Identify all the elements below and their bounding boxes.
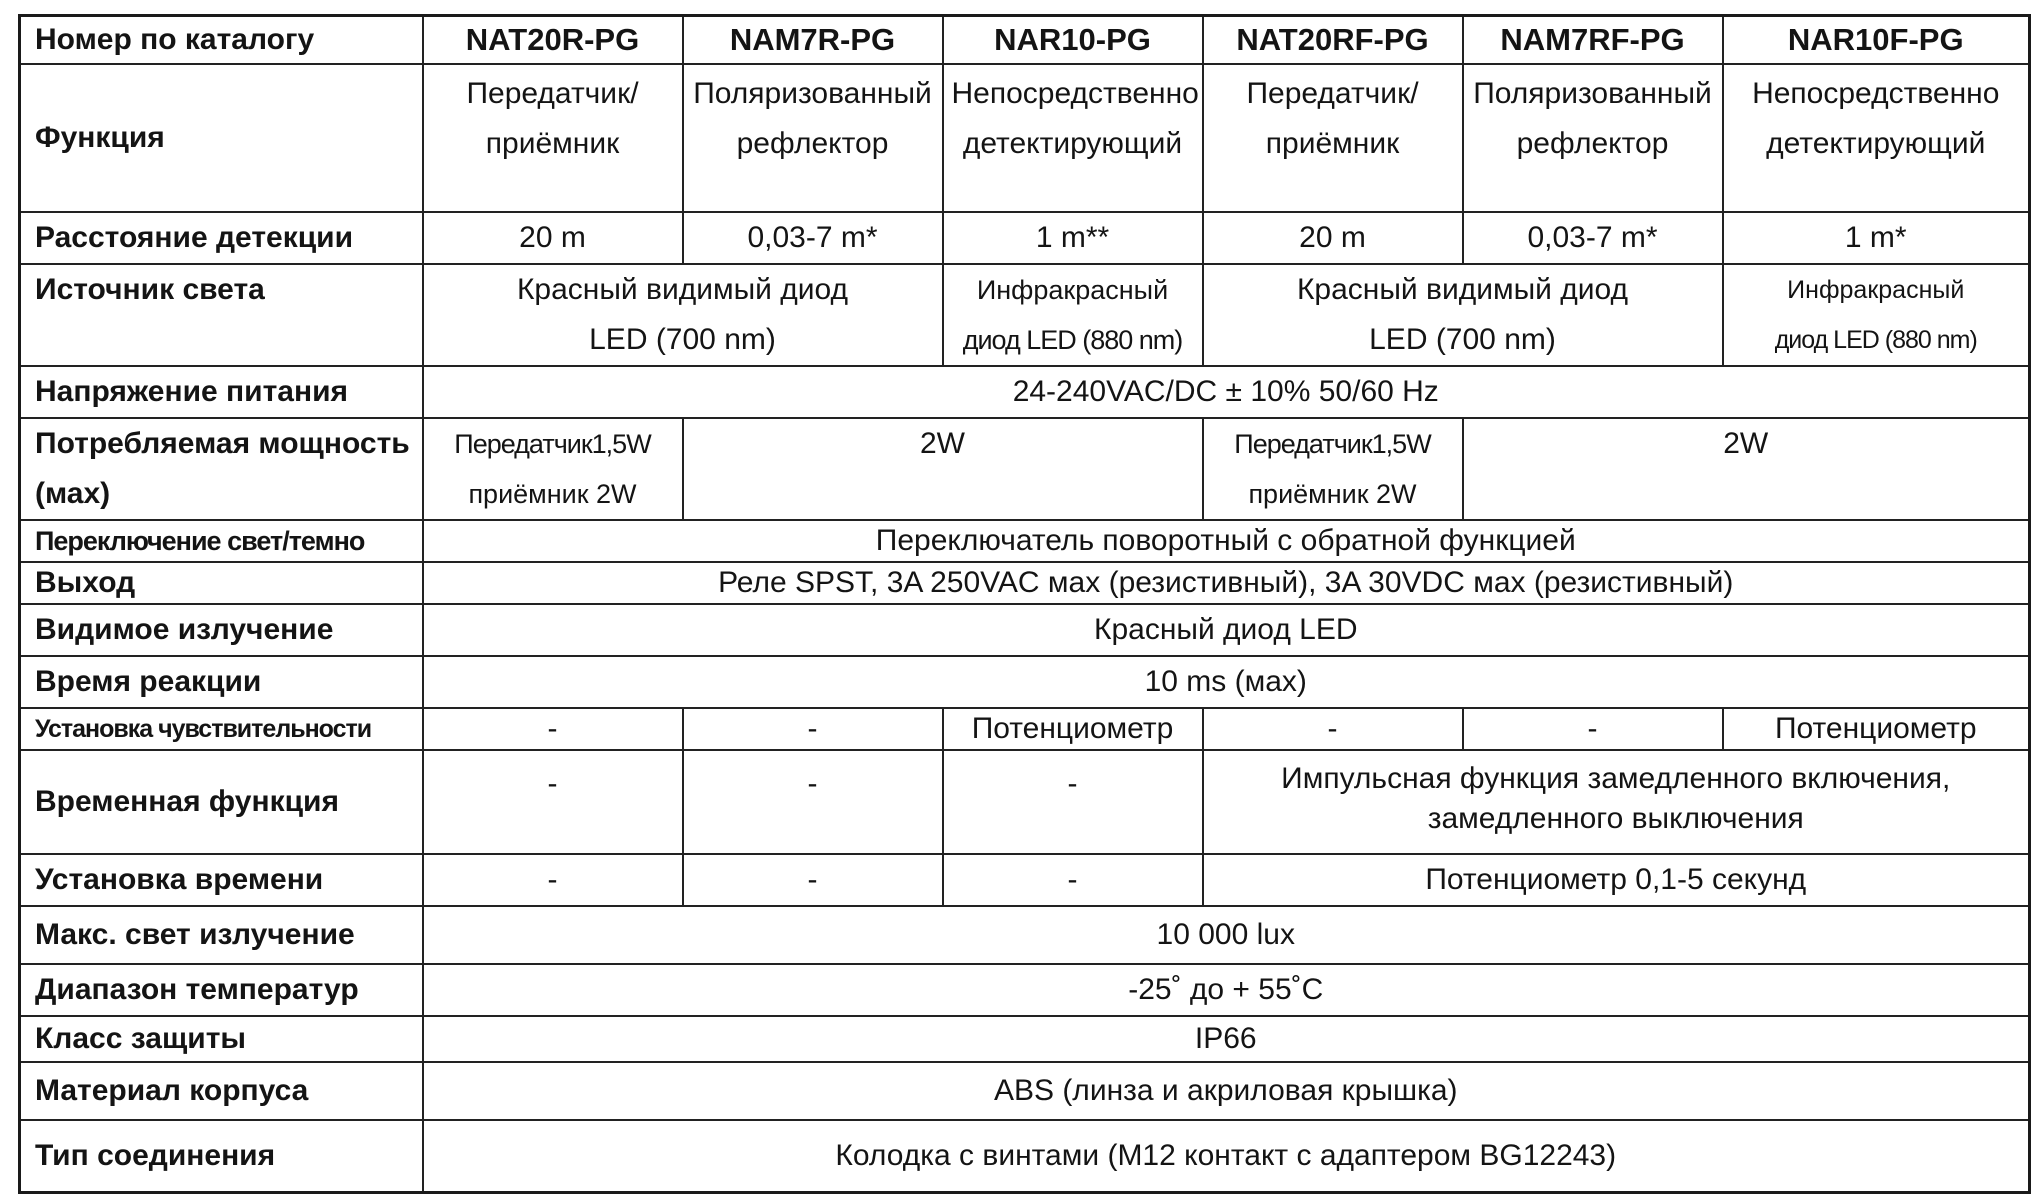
- light-source-cell: [943, 264, 1203, 366]
- sensitivity-cell: -: [683, 708, 943, 750]
- power-cell: 2W: [683, 418, 1203, 520]
- indicator-row: [20, 604, 2030, 656]
- temperature-cell: -25˚ до + 55˚C: [423, 964, 2030, 1016]
- light-source-row: [20, 264, 2030, 366]
- function-cell: [683, 64, 943, 212]
- distance-cell: 20 m: [423, 212, 683, 264]
- distance-cell: 1 m**: [943, 212, 1203, 264]
- model-header: NAM7R-PG: [683, 16, 943, 65]
- connection-cell: Колодка с винтами (M12 контакт с адаптером BG12243): [423, 1120, 2030, 1193]
- sensitivity-cell: -: [423, 708, 683, 750]
- time-setting-cell: -: [423, 854, 683, 906]
- model-header: NAM7RF-PG: [1463, 16, 1723, 65]
- housing-cell: ABS (линза и акриловая крышка): [423, 1062, 2030, 1120]
- distance-cell: 1 m*: [1723, 212, 2030, 264]
- row-label: Тип соединения: [20, 1120, 423, 1193]
- cell-line: диод LED (880 nm): [1774, 326, 1977, 354]
- function-row: [20, 64, 2030, 212]
- voltage-cell: 24-240VAC/DC ± 10% 50/60 Hz: [423, 366, 2030, 418]
- cell-line: рефлектор: [736, 127, 889, 160]
- spec-sheet: [18, 14, 2028, 1179]
- protection-row: [20, 1016, 2030, 1062]
- row-label: Источник света: [20, 264, 423, 366]
- row-label: [20, 418, 423, 520]
- cell-line: Инфракрасный: [1787, 276, 1965, 304]
- output-cell: Реле SPST, 3A 250VAC мах (резистивный), 3A 30VDC мах (резистивный): [423, 562, 2030, 604]
- row-label: Расстояние детекции: [20, 212, 423, 264]
- cell-line: Непосредственно: [1752, 77, 2000, 110]
- indicator-cell: Красный диод LED: [423, 604, 2030, 656]
- row-label: Макс. свет излучение: [20, 906, 423, 964]
- time-setting-cell: -: [683, 854, 943, 906]
- switching-cell: Переключатель поворотный с обратной функцией: [423, 520, 2030, 562]
- power-cell: [423, 418, 683, 520]
- light-source-cell: [1723, 264, 2030, 366]
- model-header: NAT20RF-PG: [1203, 16, 1463, 65]
- sensitivity-cell: -: [1463, 708, 1723, 750]
- distance-cell: 0,03-7 m*: [1463, 212, 1723, 264]
- sensitivity-cell: -: [1203, 708, 1463, 750]
- cell-line: (мах): [35, 477, 111, 510]
- switching-row: [20, 520, 2030, 562]
- timer-function-row: [20, 750, 2030, 854]
- distance-row: [20, 212, 2030, 264]
- light-source-cell: [1203, 264, 1723, 366]
- function-cell: [423, 64, 683, 212]
- cell-line: детектирующий: [962, 127, 1183, 160]
- cell-line: Инфракрасный: [976, 275, 1169, 305]
- cell-line: замедленного выключения: [1427, 802, 1804, 835]
- power-row: [20, 418, 2030, 520]
- cell-line: Непосредственно: [951, 77, 1199, 110]
- cell-line: приёмник 2W: [1248, 479, 1417, 509]
- power-cell: [1203, 418, 1463, 520]
- row-label: Временная функция: [20, 750, 423, 854]
- row-label: Напряжение питания: [20, 366, 423, 418]
- cell-line: Импульсная функция замедленного включения,: [1281, 762, 1951, 795]
- distance-cell: 20 m: [1203, 212, 1463, 264]
- row-label: Выход: [20, 562, 423, 604]
- power-cell: 2W: [1463, 418, 2030, 520]
- header-label: Номер по каталогу: [20, 16, 423, 65]
- timer-function-cell: -: [423, 750, 683, 854]
- cell-line: детектирующий: [1766, 127, 1986, 160]
- cell-line: Потребляемая мощность: [35, 427, 410, 460]
- row-label: Видимое излучение: [20, 604, 423, 656]
- row-label: Класс защиты: [20, 1016, 423, 1062]
- cell-line: LED (700 nm): [589, 323, 776, 356]
- time-setting-row: [20, 854, 2030, 906]
- row-label: Переключение свет/темно: [20, 520, 423, 562]
- max-light-cell: 10 000 lux: [423, 906, 2030, 964]
- cell-line: диод LED (880 nm): [962, 325, 1183, 355]
- function-cell: [1723, 64, 2030, 212]
- cell-line: Передатчик1,5W: [1234, 429, 1431, 459]
- cell-line: рефлектор: [1516, 127, 1669, 160]
- spec-table: [18, 14, 2031, 1194]
- sensitivity-cell: Потенциометр: [943, 708, 1203, 750]
- cell-line: Передатчик/: [1246, 77, 1419, 110]
- row-label: Диапазон температур: [20, 964, 423, 1016]
- function-cell: [1463, 64, 1723, 212]
- timer-function-cell: -: [943, 750, 1203, 854]
- row-label: Материал корпуса: [20, 1062, 423, 1120]
- temperature-row: [20, 964, 2030, 1016]
- cell-line: Красный видимый диод: [1296, 273, 1629, 306]
- row-label: Установка чувствительности: [20, 708, 423, 750]
- cell-line: Поляризованный: [693, 77, 932, 110]
- model-header: NAT20R-PG: [423, 16, 683, 65]
- housing-row: [20, 1062, 2030, 1120]
- time-setting-cell: -: [943, 854, 1203, 906]
- time-setting-cell: Потенциометр 0,1-5 секунд: [1203, 854, 2030, 906]
- row-label: Время реакции: [20, 656, 423, 708]
- model-header: NAR10-PG: [943, 16, 1203, 65]
- row-label: Установка времени: [20, 854, 423, 906]
- cell-line: Поляризованный: [1473, 77, 1712, 110]
- timer-function-cell: -: [683, 750, 943, 854]
- sensitivity-cell: Потенциометр: [1723, 708, 2030, 750]
- response-cell: 10 ms (мах): [423, 656, 2030, 708]
- cell-line: приёмник: [1265, 127, 1400, 160]
- max-light-row: [20, 906, 2030, 964]
- cell-line: Передатчик/: [466, 77, 639, 110]
- cell-line: приёмник 2W: [468, 479, 637, 509]
- output-row: [20, 562, 2030, 604]
- protection-cell: IP66: [423, 1016, 2030, 1062]
- cell-line: LED (700 nm): [1369, 323, 1556, 356]
- model-header: NAR10F-PG: [1723, 16, 2030, 65]
- sensitivity-row: [20, 708, 2030, 750]
- light-source-cell: [423, 264, 943, 366]
- row-label: Функция: [20, 64, 423, 212]
- voltage-row: [20, 366, 2030, 418]
- header-row: [20, 16, 2030, 65]
- response-row: [20, 656, 2030, 708]
- distance-cell: 0,03-7 m*: [683, 212, 943, 264]
- connection-row: [20, 1120, 2030, 1193]
- function-cell: [943, 64, 1203, 212]
- cell-line: Передатчик1,5W: [454, 429, 651, 459]
- cell-line: приёмник: [485, 127, 620, 160]
- timer-function-cell: [1203, 750, 2030, 854]
- cell-line: Красный видимый диод: [516, 273, 849, 306]
- function-cell: [1203, 64, 1463, 212]
